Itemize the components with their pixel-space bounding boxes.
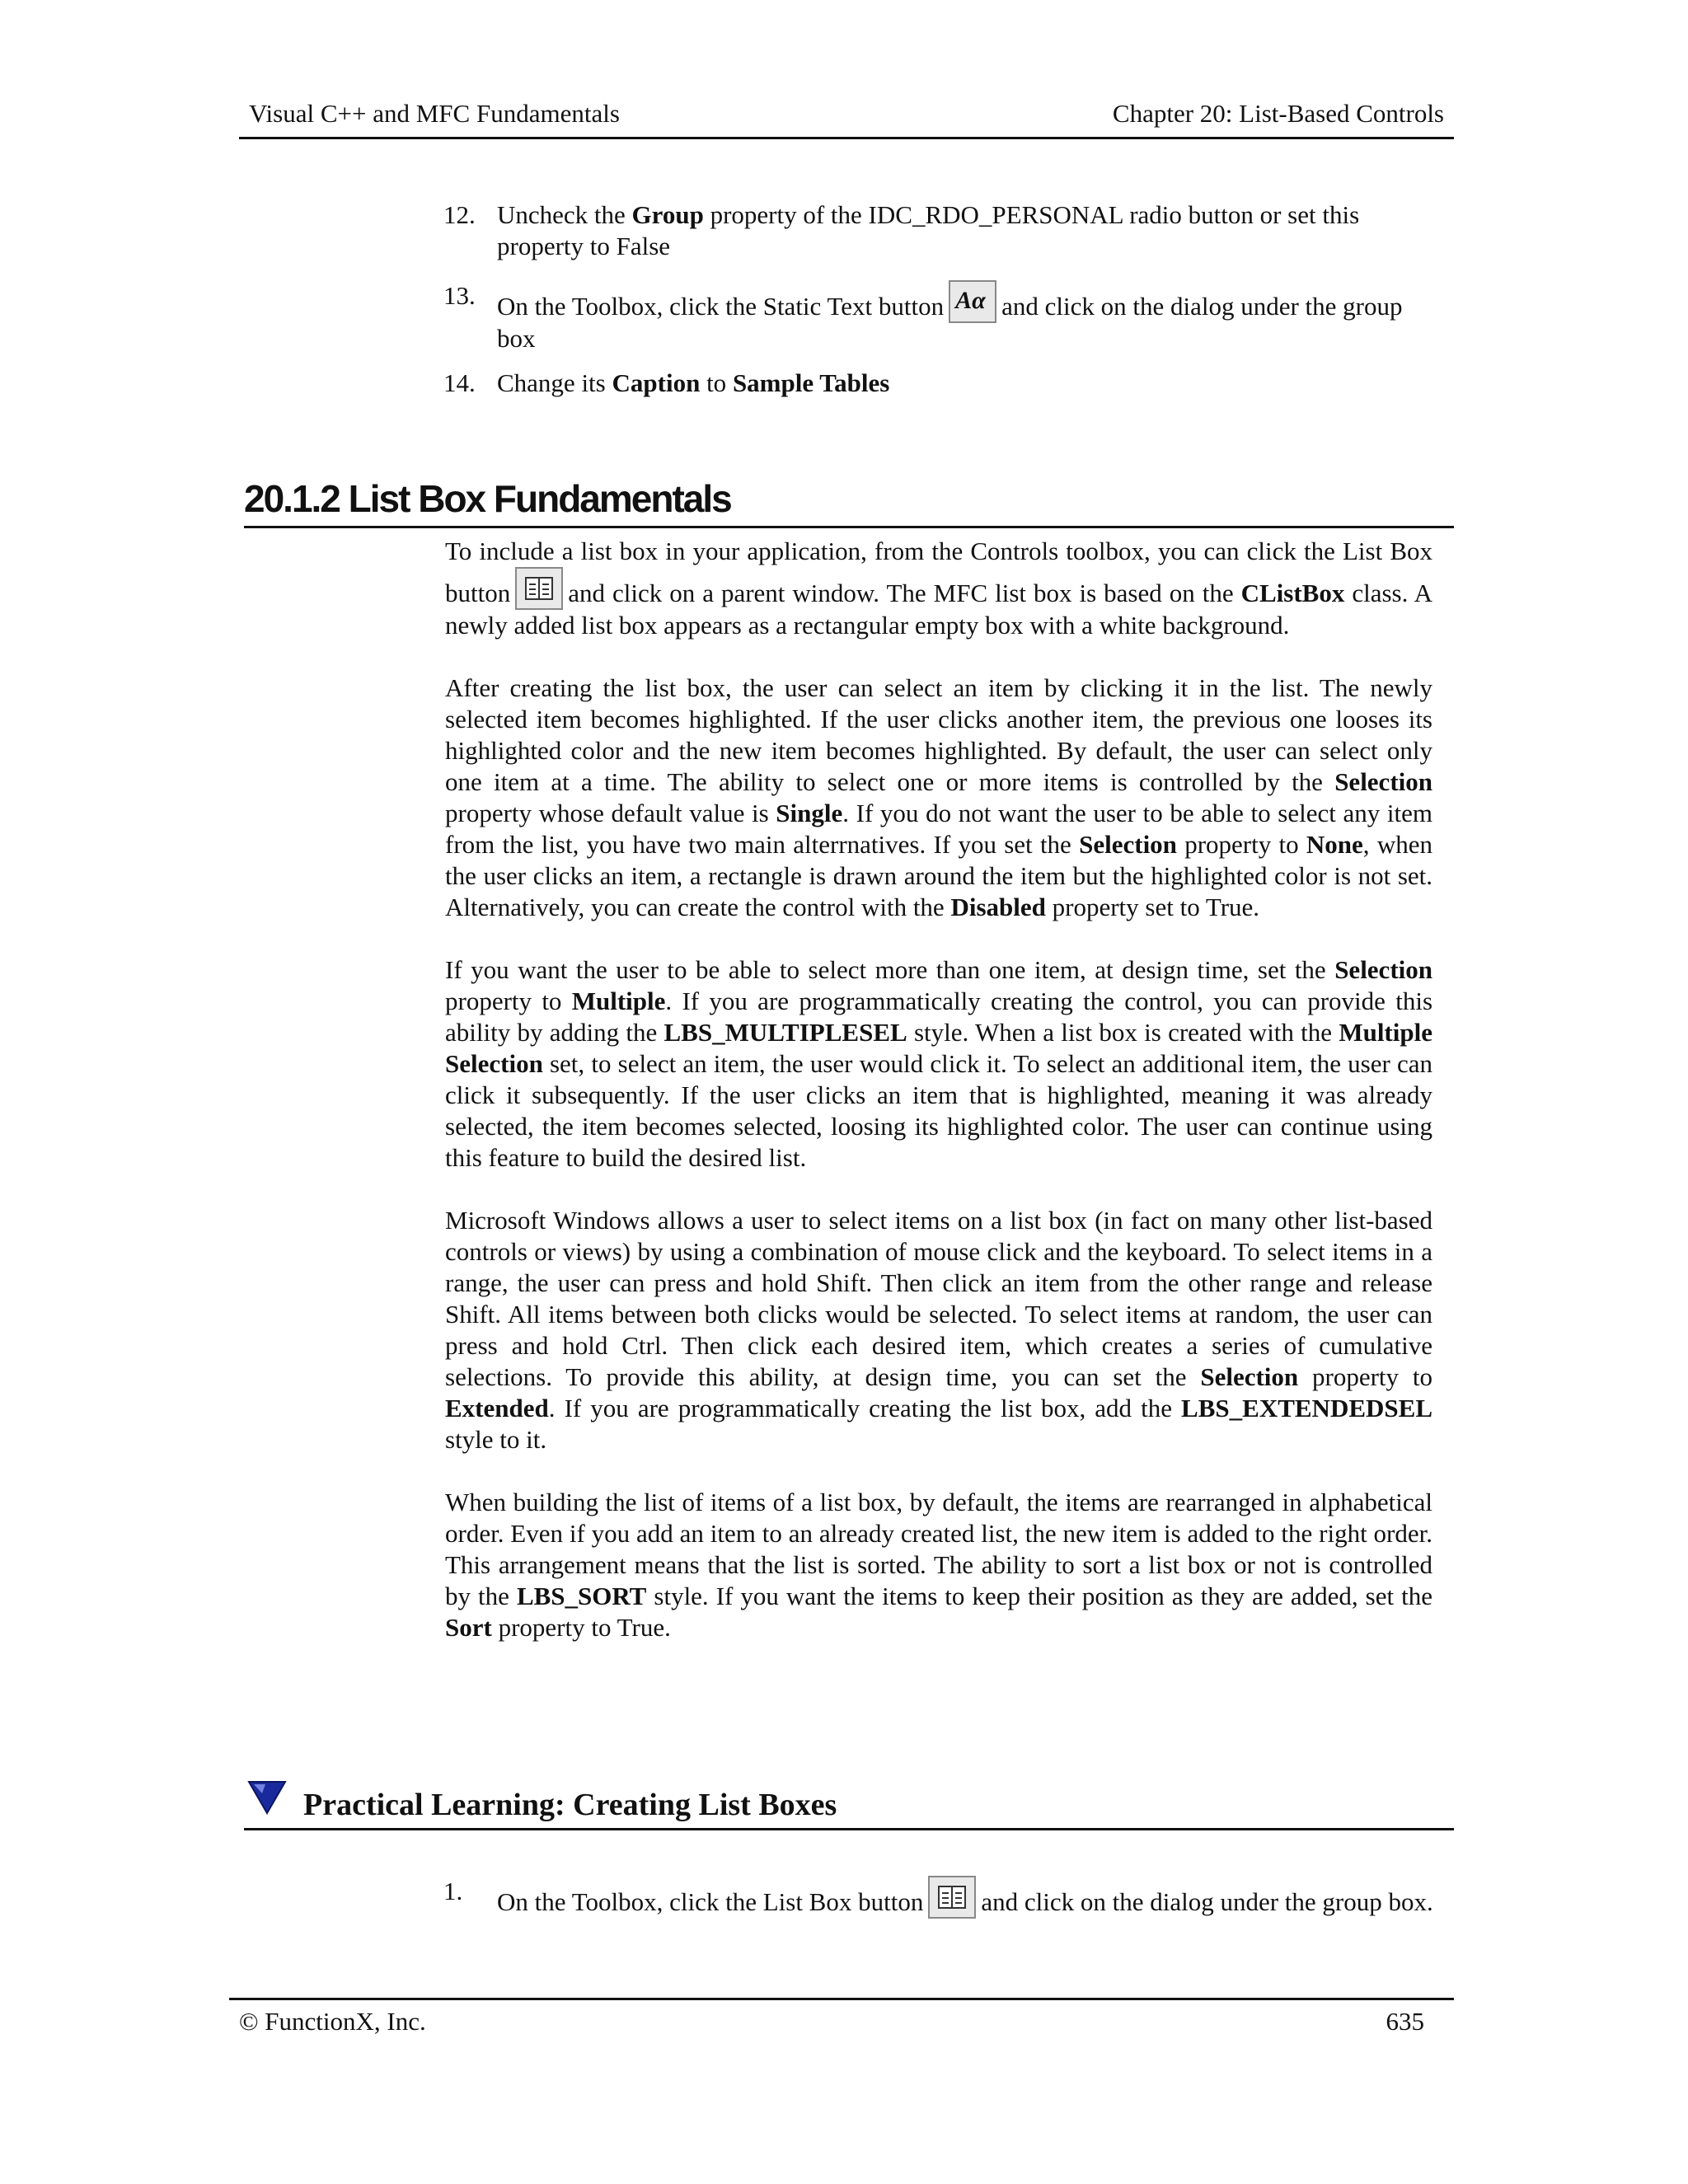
step-number: 13. <box>443 281 476 310</box>
step-number: 1. <box>443 1877 463 1905</box>
footer-copyright: © FunctionX, Inc. <box>239 2007 426 2036</box>
page-header <box>239 99 1454 139</box>
list-box-icon <box>928 1876 976 1919</box>
list-item <box>443 368 1441 399</box>
list-item <box>443 199 1441 262</box>
step-text: Uncheck the Group property of the IDC_RDO_PERSONAL radio button or set this property to False <box>497 200 1360 260</box>
paragraph-3: If you want the user to be able to select more than one item, at design time, set the Selection property to Multiple. If you are programmatically creating the control, you can provide this ability by adding the LBS_MULTIPLESEL style. When a list box is created with the Multiple Selection set, to select an item, the user would click it. To select an additional item, the user can click it subsequently. If the user clicks an item that is highlighted, meaning it was already selected, the item becomes selected, loosing its highlighted color. The user can continue using this feature to build the desired list. <box>445 955 1433 1172</box>
step-text: On the Toolbox, click the Static Text button Aα and click on the dialog under the group box <box>497 292 1403 353</box>
page-number: 635 <box>1386 2007 1424 2036</box>
step-number: 12. <box>443 200 476 229</box>
paragraph-1: To include a list box in your application, from the Controls toolbox, you can click the List Box button and click on a parent window. The MFC list box is based on the CListBox class. A newly added list box appears as a rectangular empty box with a white background. <box>445 537 1432 640</box>
header-chapter-title: Chapter 20: List-Based Controls <box>1112 99 1444 128</box>
list-item <box>443 1876 1441 1919</box>
step-text: On the Toolbox, click the List Box button and click on the dialog under the group box. <box>497 1887 1433 1916</box>
step-text: Change its Caption to Sample Tables <box>497 368 890 397</box>
practical-learning-heading <box>244 1779 1454 1830</box>
practical-steps-list <box>443 1876 1441 1932</box>
list-item <box>443 280 1441 354</box>
static-text-icon: Aα <box>949 280 996 323</box>
section-heading: 20.1.2 List Box Fundamentals <box>244 476 1454 528</box>
practical-learning-icon <box>246 1779 288 1816</box>
top-steps-list <box>443 199 1441 412</box>
header-book-title: Visual C++ and MFC Fundamentals <box>249 99 620 128</box>
page-footer <box>229 1998 1454 2038</box>
paragraph-4: Microsoft Windows allows a user to select items on a list box (in fact on many other list-based controls or views) by using a combination of mouse click and the keyboard. To select items in a range, the user can press and hold Shift. Then click an item from the other range and release Shift. All items between both clicks would be selected. To select items at random, the user can press and hold Ctrl. Then click each desired item, which creates a series of cumulative selections. To provide this ability, at design time, you can set the Selection property to Extended. If you are programmatically creating the list box, add the LBS_EXTENDEDSEL style to it. <box>445 1206 1432 1454</box>
section-body <box>445 536 1432 1675</box>
list-box-icon <box>515 567 563 610</box>
paragraph-2: After creating the list box, the user can select an item by clicking it in the list. The newly selected item becomes highlighted. If the user clicks another item, the previous one looses its highlighted color and the new item becomes highlighted. By default, the user can select only one item at a time. The ability to select one or more items is controlled by the Selection property whose default value is Single. If you do not want the user to be able to select any item from the list, you have two main alterrnatives. If you set the Selection property to None, when the user clicks an item, a rectangle is drawn around the item but the highlighted color is not set. Alternatively, you can create the control with the Disabled property set to True. <box>445 673 1433 921</box>
step-number: 14. <box>443 368 476 397</box>
practical-learning-title: Practical Learning: Creating List Boxes <box>303 1788 837 1822</box>
paragraph-5: When building the list of items of a list box, by default, the items are rearranged in alphabetical order. Even if you add an item to an already created list, the new item is added to the right order. This arrangement means that the list is sorted. The ability to sort a list box or not is controlled by the LBS_SORT style. If you want the items to keep their position as they are added, set the Sort property to True. <box>445 1488 1432 1642</box>
